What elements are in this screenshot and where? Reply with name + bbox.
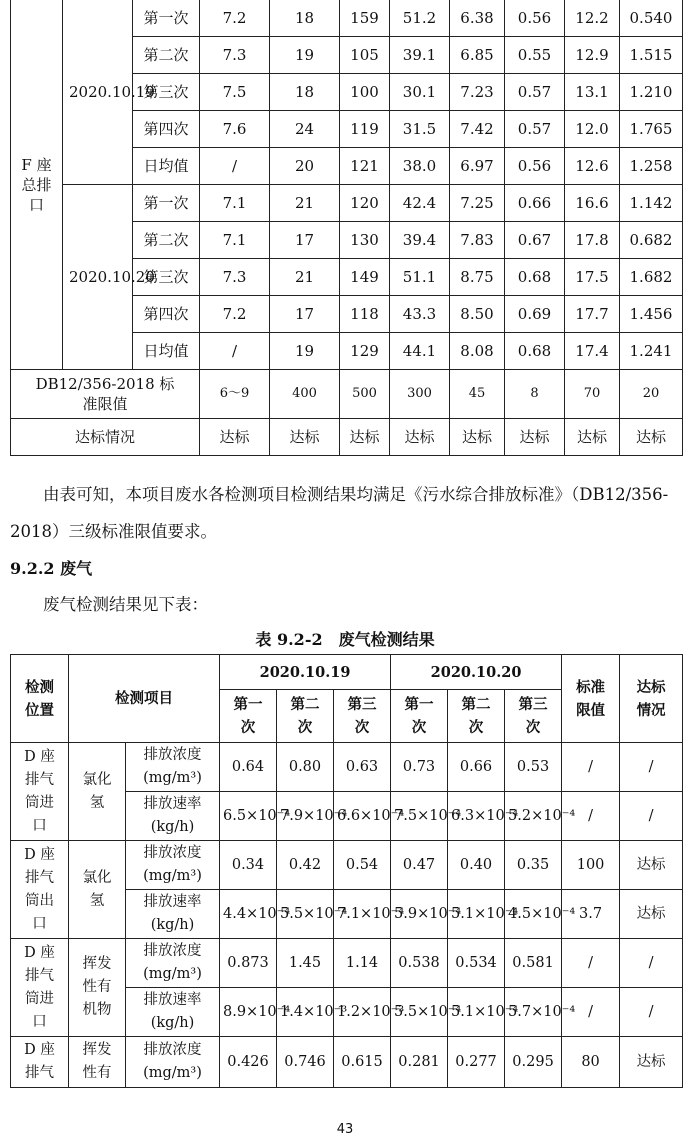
value-cell: 21 [270, 259, 340, 296]
value-cell: 0.73 [391, 743, 448, 792]
value-cell: 0.68 [505, 259, 565, 296]
value-cell: 0.540 [620, 0, 683, 37]
value-cell: 43.3 [390, 296, 450, 333]
page-number: 43 [336, 1122, 354, 1137]
value-cell: 5.7×10⁻⁴ [505, 988, 562, 1037]
metric-name: 排放速率 [143, 992, 202, 1008]
sample-label: 日均值 [133, 333, 200, 370]
value-cell: 7.9×10⁻⁴ [277, 792, 334, 841]
value-cell: 0.67 [505, 222, 565, 259]
value-cell: 0.682 [620, 222, 683, 259]
value-cell: 20 [270, 148, 340, 185]
sample-label: 第三次 [133, 259, 200, 296]
value-cell: 0.66 [448, 743, 505, 792]
metric-name: 排放浓度 [143, 747, 202, 763]
status-cell: / [620, 939, 683, 988]
value-cell: 30.1 [390, 74, 450, 111]
metric-name: 排放速率 [143, 894, 202, 910]
limit-cell: / [562, 988, 620, 1037]
value-cell: 1.45 [277, 939, 334, 988]
value-cell: 0.53 [505, 743, 562, 792]
value-cell: / [200, 333, 270, 370]
date-cell: 2020.10.20 [63, 185, 133, 370]
value-cell: 6.6×10⁻⁴ [334, 792, 391, 841]
pollutant-cell: 挥发性有 [69, 1037, 126, 1088]
value-cell: 39.1 [390, 37, 450, 74]
metric-unit: (mg/m³) [143, 770, 202, 786]
status-cell: 达标 [620, 890, 683, 939]
metric-unit: (kg/h) [150, 819, 195, 835]
value-cell: 17 [270, 222, 340, 259]
compliance-value: 达标 [620, 419, 683, 456]
value-cell: 42.4 [390, 185, 450, 222]
value-cell: 6.5×10⁻⁴ [220, 792, 277, 841]
value-cell: 21 [270, 185, 340, 222]
value-cell: 159 [340, 0, 390, 37]
value-cell: 0.538 [391, 939, 448, 988]
metric-cell [126, 890, 220, 939]
value-cell: 0.581 [505, 939, 562, 988]
value-cell: 4.5×10⁻⁴ [505, 890, 562, 939]
value-cell: 0.34 [220, 841, 277, 890]
value-cell: 5.5×10⁻⁴ [277, 890, 334, 939]
value-cell: 0.42 [277, 841, 334, 890]
value-cell: 0.64 [220, 743, 277, 792]
value-cell: 31.5 [390, 111, 450, 148]
run-header: 第三次 [334, 690, 391, 743]
value-cell: 7.3 [200, 259, 270, 296]
value-cell: 7.83 [450, 222, 505, 259]
run-header: 第二次 [277, 690, 334, 743]
value-cell: 1.241 [620, 333, 683, 370]
value-cell: 5.2×10⁻⁴ [505, 792, 562, 841]
limit-cell: 3.7 [562, 890, 620, 939]
pollutant-cell: 氯化氢 [69, 841, 126, 939]
value-cell: 7.5×10⁻⁴ [391, 792, 448, 841]
value-cell: 18 [270, 74, 340, 111]
value-cell: 1.456 [620, 296, 683, 333]
value-cell: 7.5 [200, 74, 270, 111]
value-cell: 1.682 [620, 259, 683, 296]
date-header: 2020.10.20 [391, 655, 562, 690]
value-cell: 5.9×10⁻⁴ [391, 890, 448, 939]
value-cell: 12.2 [565, 0, 620, 37]
item-header: 检测项目 [69, 655, 220, 743]
value-cell: 0.277 [448, 1037, 505, 1088]
value-cell: 6.38 [450, 0, 505, 37]
value-cell: 7.3 [200, 37, 270, 74]
location-header: 检测位置 [11, 655, 69, 743]
metric-unit: (mg/m³) [143, 1065, 202, 1081]
value-cell: 12.9 [565, 37, 620, 74]
value-cell: 0.47 [391, 841, 448, 890]
pollutant-cell: 氯化氢 [69, 743, 126, 841]
metric-name: 排放浓度 [143, 943, 202, 959]
metric-cell [126, 939, 220, 988]
conclusion-paragraph: 由表可知，本项目废水各检测项目检测结果均满足《污水综合排放标准》（DB12/356-2018）三级标准限值要求。 [10, 485, 669, 541]
sample-label: 第四次 [133, 111, 200, 148]
compliance-value: 达标 [505, 419, 565, 456]
sample-label: 第二次 [133, 222, 200, 259]
compliance-row [11, 419, 683, 456]
value-cell: 0.534 [448, 939, 505, 988]
value-cell: 5.5×10⁻⁴ [391, 988, 448, 1037]
metric-cell [126, 1037, 220, 1088]
compliance-label: 达标情况 [11, 419, 200, 456]
value-cell: 0.57 [505, 111, 565, 148]
value-cell: 129 [340, 333, 390, 370]
value-cell: 4.4×10⁻⁴ [220, 890, 277, 939]
value-cell: 17 [270, 296, 340, 333]
sample-label: 第一次 [133, 0, 200, 37]
location-cell: F 座总排口 [11, 0, 63, 370]
value-cell: 105 [340, 37, 390, 74]
value-cell: 7.25 [450, 185, 505, 222]
value-cell: 51.2 [390, 0, 450, 37]
standard-value: 20 [620, 370, 683, 419]
standard-value: 500 [340, 370, 390, 419]
value-cell: 120 [340, 185, 390, 222]
value-cell: 8.08 [450, 333, 505, 370]
status-cell: / [620, 743, 683, 792]
metric-unit: (mg/m³) [143, 868, 202, 884]
run-header: 第二次 [448, 690, 505, 743]
standard-value: 45 [450, 370, 505, 419]
value-cell: 0.295 [505, 1037, 562, 1088]
value-cell: 1.210 [620, 74, 683, 111]
pollutant-cell: 挥发性有机物 [69, 939, 126, 1037]
header-row [11, 655, 683, 690]
value-cell: 7.42 [450, 111, 505, 148]
metric-unit: (kg/h) [150, 917, 195, 933]
value-cell: 0.55 [505, 37, 565, 74]
value-cell: 1.14 [334, 939, 391, 988]
table-row [11, 1037, 683, 1088]
value-cell: 7.1×10⁻⁴ [334, 890, 391, 939]
run-header: 第一次 [391, 690, 448, 743]
date-cell: 2020.10.19 [63, 0, 133, 185]
value-cell: 8.75 [450, 259, 505, 296]
compliance-value: 达标 [390, 419, 450, 456]
standard-row [11, 370, 683, 419]
value-cell: 0.426 [220, 1037, 277, 1088]
value-cell: 0.281 [391, 1037, 448, 1088]
value-cell: 0.54 [334, 841, 391, 890]
run-header: 第三次 [505, 690, 562, 743]
compliance-value: 达标 [200, 419, 270, 456]
value-cell: / [200, 148, 270, 185]
value-cell: 1.515 [620, 37, 683, 74]
standard-value: 300 [390, 370, 450, 419]
value-cell: 8.50 [450, 296, 505, 333]
value-cell: 130 [340, 222, 390, 259]
limit-cell: 80 [562, 1037, 620, 1088]
sample-label: 日均值 [133, 148, 200, 185]
value-cell: 1.2×10⁻³ [334, 988, 391, 1037]
value-cell: 44.1 [390, 333, 450, 370]
limit-cell: / [562, 939, 620, 988]
value-cell: 0.873 [220, 939, 277, 988]
compliance-value: 达标 [565, 419, 620, 456]
sample-label: 第三次 [133, 74, 200, 111]
status-cell: / [620, 988, 683, 1037]
status-cell: 达标 [620, 841, 683, 890]
value-cell: 0.35 [505, 841, 562, 890]
value-cell: 0.80 [277, 743, 334, 792]
value-cell: 0.56 [505, 148, 565, 185]
location-cell: D 座排气筒出口 [11, 841, 69, 939]
value-cell: 24 [270, 111, 340, 148]
value-cell: 17.5 [565, 259, 620, 296]
standard-value: 6～9 [200, 370, 270, 419]
value-cell: 1.142 [620, 185, 683, 222]
value-cell: 8.9×10⁻⁴ [220, 988, 277, 1037]
table-row [11, 841, 683, 890]
table-caption: 表 9.2-2 废气检测结果 [255, 630, 435, 649]
metric-unit: (kg/h) [150, 1015, 195, 1031]
run-header: 第一次 [220, 690, 277, 743]
compliance-value: 达标 [270, 419, 340, 456]
value-cell: 13.1 [565, 74, 620, 111]
metric-name: 排放速率 [143, 796, 202, 812]
sample-label: 第二次 [133, 37, 200, 74]
value-cell: 100 [340, 74, 390, 111]
status-cell: 达标 [620, 1037, 683, 1088]
standard-value: 400 [270, 370, 340, 419]
metric-cell [126, 743, 220, 792]
wastewater-results-table [10, 0, 683, 456]
value-cell: 6.85 [450, 37, 505, 74]
value-cell: 6.3×10⁻⁴ [448, 792, 505, 841]
value-cell: 0.57 [505, 74, 565, 111]
intro-paragraph: 废气检测结果见下表： [43, 595, 208, 614]
value-cell: 1.4×10⁻³ [277, 988, 334, 1037]
table-row [11, 939, 683, 988]
status-header: 达标情况 [620, 655, 683, 743]
value-cell: 17.7 [565, 296, 620, 333]
compliance-value: 达标 [450, 419, 505, 456]
value-cell: 18 [270, 0, 340, 37]
date-header: 2020.10.19 [220, 655, 391, 690]
value-cell: 7.1 [200, 222, 270, 259]
value-cell: 7.2 [200, 0, 270, 37]
value-cell: 0.615 [334, 1037, 391, 1088]
metric-cell [126, 792, 220, 841]
metric-cell [126, 988, 220, 1037]
metric-name: 排放浓度 [143, 845, 202, 861]
value-cell: 38.0 [390, 148, 450, 185]
value-cell: 121 [340, 148, 390, 185]
status-cell: / [620, 792, 683, 841]
value-cell: 1.765 [620, 111, 683, 148]
value-cell: 12.6 [565, 148, 620, 185]
value-cell: 5.1×10⁻⁴ [448, 988, 505, 1037]
table-row [11, 0, 683, 37]
value-cell: 0.63 [334, 743, 391, 792]
sample-label: 第一次 [133, 185, 200, 222]
value-cell: 19 [270, 333, 340, 370]
section-heading: 9.2.2 废气 [10, 559, 93, 578]
value-cell: 1.258 [620, 148, 683, 185]
value-cell: 16.6 [565, 185, 620, 222]
value-cell: 0.69 [505, 296, 565, 333]
value-cell: 0.56 [505, 0, 565, 37]
location-cell: D 座排气筒进口 [11, 939, 69, 1037]
location-cell: D 座排气筒进口 [11, 743, 69, 841]
sample-label: 第四次 [133, 296, 200, 333]
value-cell: 119 [340, 111, 390, 148]
metric-name: 排放浓度 [143, 1042, 202, 1058]
value-cell: 0.68 [505, 333, 565, 370]
standard-label: DB12/356-2018 标准限值 [11, 370, 200, 419]
value-cell: 5.1×10⁻⁴ [448, 890, 505, 939]
table-row [11, 743, 683, 792]
value-cell: 6.97 [450, 148, 505, 185]
value-cell: 7.6 [200, 111, 270, 148]
value-cell: 7.2 [200, 296, 270, 333]
limit-cell: / [562, 743, 620, 792]
value-cell: 17.8 [565, 222, 620, 259]
standard-value: 70 [565, 370, 620, 419]
value-cell: 39.4 [390, 222, 450, 259]
limit-header: 标准限值 [562, 655, 620, 743]
standard-value: 8 [505, 370, 565, 419]
value-cell: 17.4 [565, 333, 620, 370]
compliance-value: 达标 [340, 419, 390, 456]
value-cell: 118 [340, 296, 390, 333]
value-cell: 0.40 [448, 841, 505, 890]
exhaust-gas-results-table [10, 654, 683, 1088]
value-cell: 149 [340, 259, 390, 296]
value-cell: 51.1 [390, 259, 450, 296]
value-cell: 12.0 [565, 111, 620, 148]
value-cell: 0.66 [505, 185, 565, 222]
metric-cell [126, 841, 220, 890]
limit-cell: / [562, 792, 620, 841]
value-cell: 7.1 [200, 185, 270, 222]
metric-unit: (mg/m³) [143, 966, 202, 982]
value-cell: 19 [270, 37, 340, 74]
table-row [11, 185, 683, 222]
value-cell: 0.746 [277, 1037, 334, 1088]
limit-cell: 100 [562, 841, 620, 890]
location-cell: D 座排气 [11, 1037, 69, 1088]
value-cell: 7.23 [450, 74, 505, 111]
